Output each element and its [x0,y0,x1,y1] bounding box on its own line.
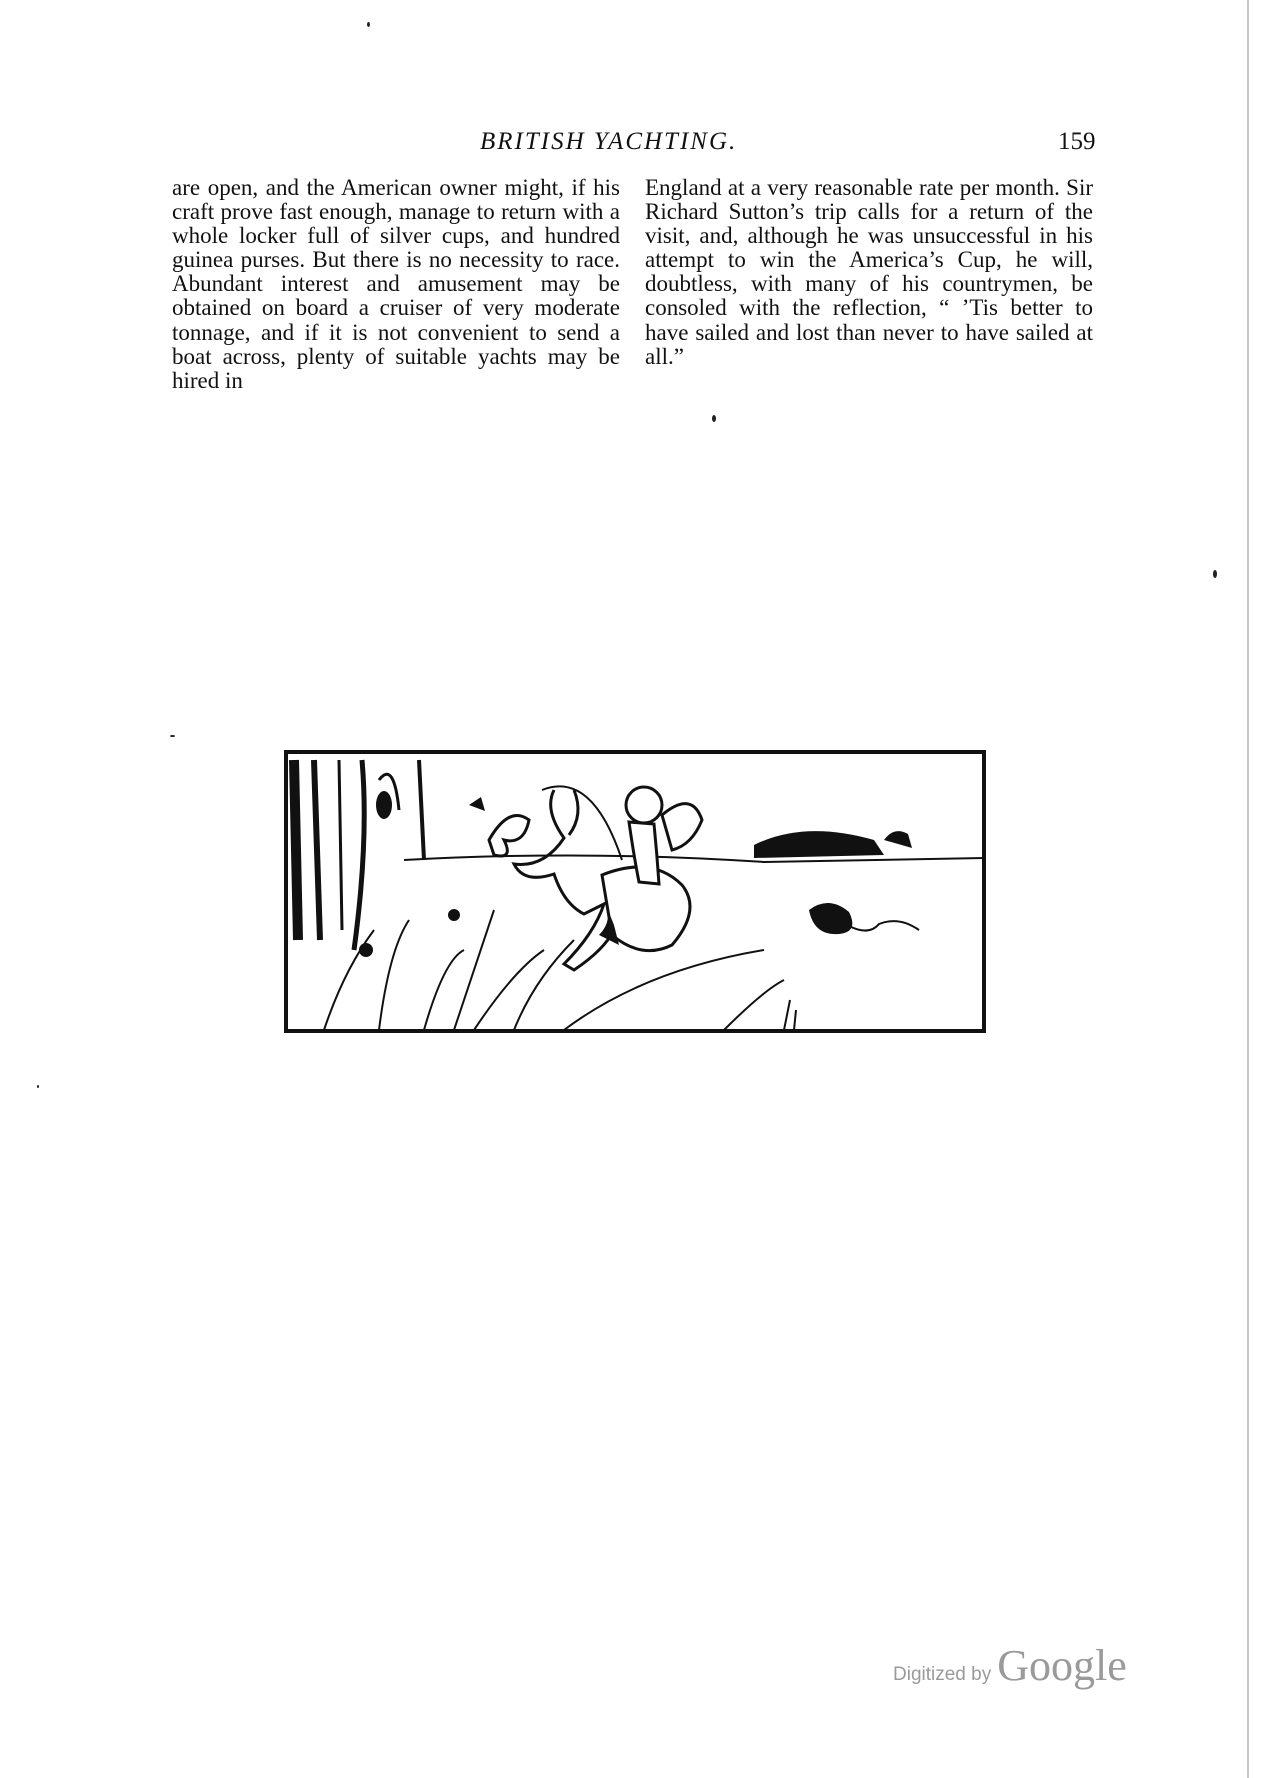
watermark-prefix: Digitized by [893,1664,992,1685]
google-watermark [893,1640,1127,1691]
scan-speck [712,415,716,422]
left-text-column [172,176,620,393]
running-title: BRITISH YACHTING. [480,128,738,155]
scan-speck [37,1085,39,1088]
page-edge-rule [1247,0,1249,1778]
scan-speck [1213,570,1217,578]
google-logo: Google [997,1641,1127,1690]
illustration-drawing [284,750,986,1033]
right-column-paragraph: England at a very reasonable rate per month. Sir Richard Sutton’s trip calls for a return of the visit, and, although he was unsuccessful in his attempt to win the America’s Cup, he will, doubtless, with many of his countrymen, be consoled with the reflection, “ ’Tis better to have sailed and lost than never to have sailed at all.” [645,175,1093,369]
right-text-column [645,176,1093,369]
scan-speck [367,22,370,27]
scan-speck [170,735,175,737]
page-number: 159 [1058,128,1096,155]
fairy-riding-hare-illustration [284,750,986,1033]
left-column-paragraph: are open, and the American owner might, if his craft prove fast enough, manage to return with a whole locker full of silver cups, and hundred guinea purses. But there is no necessity to race. Abundant interest and amusement may be obtained on board a cruiser of very moderate tonnage, and if it is not convenient to send a boat across, plenty of suitable yachts may be hired in [172,175,620,393]
